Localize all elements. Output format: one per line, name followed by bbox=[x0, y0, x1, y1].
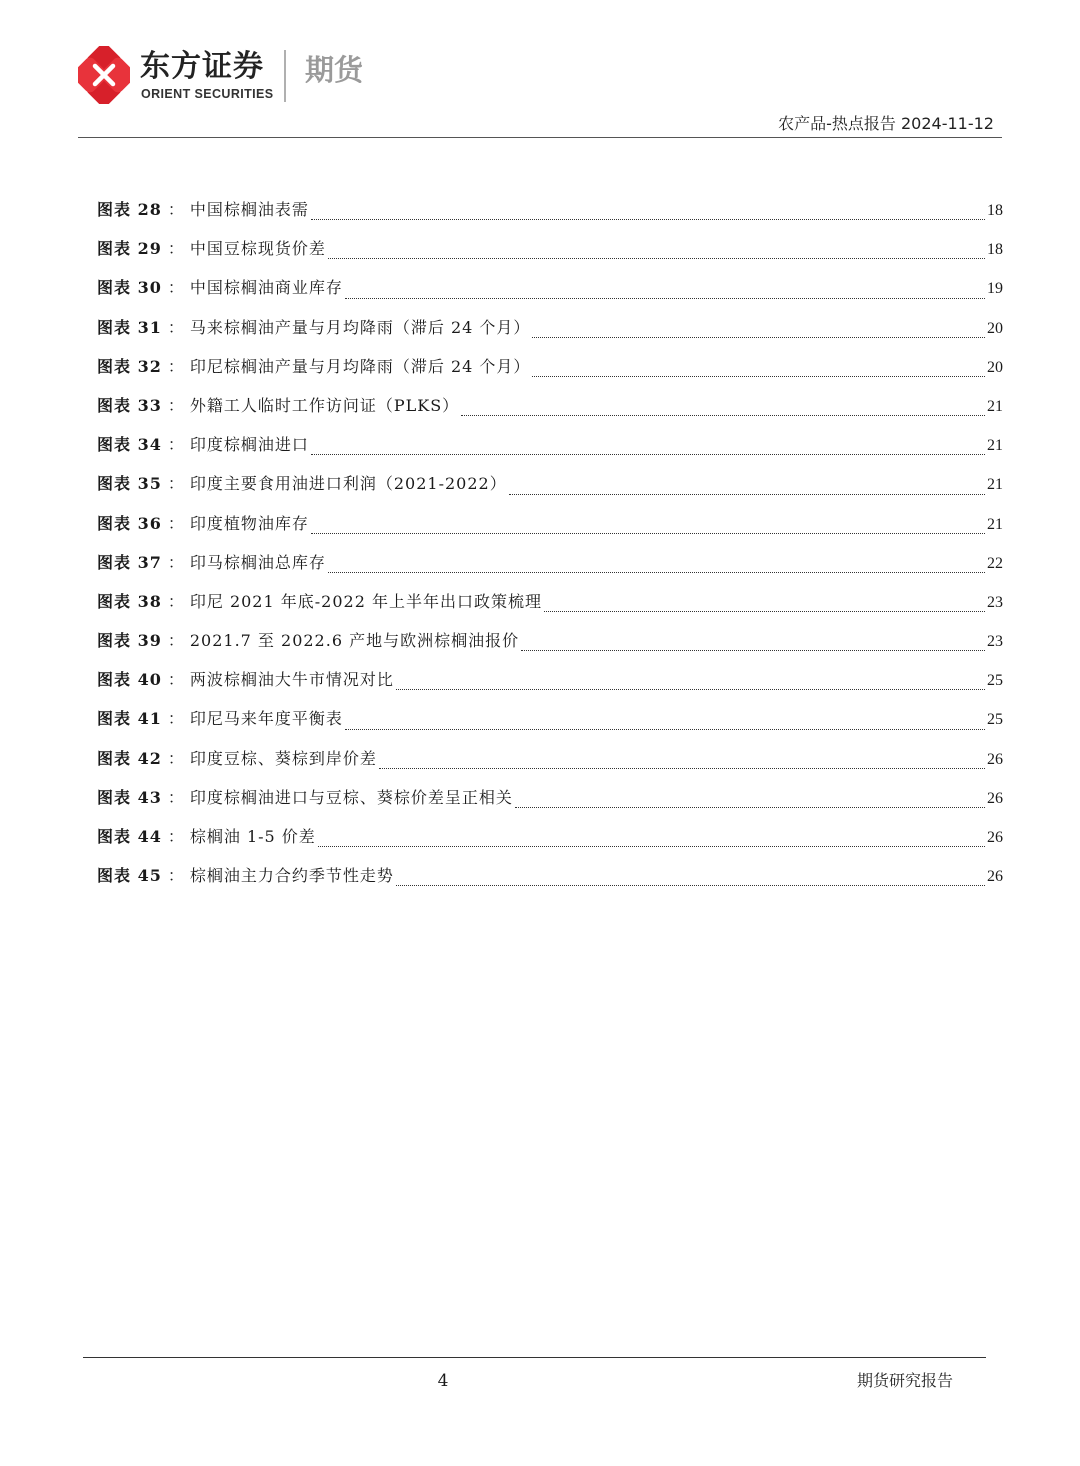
toc-dot-leader bbox=[544, 611, 985, 612]
toc-dot-leader bbox=[509, 494, 985, 495]
toc-entry[interactable] bbox=[97, 748, 1003, 787]
toc-figure-label: 图表 40 bbox=[97, 670, 162, 690]
toc-page-number: 23 bbox=[987, 593, 1003, 611]
toc-figure-label: 图表 29 bbox=[97, 239, 162, 259]
page-number: 4 bbox=[437, 1371, 449, 1391]
brand-divider bbox=[284, 50, 286, 102]
toc-entry[interactable] bbox=[97, 199, 1003, 238]
toc-dot-leader bbox=[532, 337, 985, 338]
toc-dot-leader bbox=[532, 376, 985, 377]
footer-rule bbox=[83, 1357, 986, 1358]
toc-page-number: 21 bbox=[987, 515, 1003, 533]
toc-figure-title: 印尼马来年度平衡表 bbox=[189, 709, 343, 729]
toc-entry[interactable] bbox=[97, 395, 1003, 434]
toc-entry[interactable] bbox=[97, 513, 1003, 552]
toc-separator: ： bbox=[167, 866, 184, 886]
toc-figure-title: 印度棕榈油进口与豆棕、葵棕价差呈正相关 bbox=[189, 787, 513, 807]
toc-dot-leader bbox=[379, 768, 985, 769]
toc-entry[interactable] bbox=[97, 473, 1003, 512]
toc-entry[interactable] bbox=[97, 669, 1003, 708]
toc-entry[interactable] bbox=[97, 277, 1003, 316]
orient-securities-logo-icon bbox=[78, 46, 130, 104]
toc-dot-leader bbox=[311, 454, 985, 455]
toc-figure-title: 印度植物油库存 bbox=[189, 513, 309, 533]
toc-dot-leader bbox=[396, 885, 985, 886]
toc-page-number: 26 bbox=[987, 750, 1003, 768]
toc-separator: ： bbox=[167, 435, 184, 455]
toc-figure-label: 图表 39 bbox=[97, 631, 162, 651]
toc-separator: ： bbox=[167, 827, 184, 846]
toc-entry[interactable] bbox=[97, 552, 1003, 591]
toc-dot-leader bbox=[515, 807, 985, 808]
toc-dot-leader bbox=[396, 689, 985, 690]
footer-report-type: 期货研究报告 bbox=[856, 1371, 953, 1390]
toc-figure-label: 图表 35 bbox=[97, 474, 162, 494]
toc-figure-title: 印尼 2021 年底-2022 年上半年出口政策梳理 bbox=[189, 591, 542, 611]
toc-separator: ： bbox=[167, 709, 184, 729]
toc-page-number: 18 bbox=[987, 241, 1003, 259]
toc-figure-label: 图表 45 bbox=[97, 866, 162, 886]
toc-separator: ： bbox=[167, 631, 184, 651]
toc-separator: ： bbox=[167, 278, 184, 298]
toc-figure-title: 中国棕榈油商业库存 bbox=[189, 278, 343, 298]
toc-figure-title: 印尼棕榈油产量与月均降雨（滞后 24 个月） bbox=[189, 356, 531, 376]
toc-separator: ： bbox=[167, 552, 184, 572]
toc-separator: ： bbox=[167, 513, 184, 533]
toc-separator: ： bbox=[167, 200, 184, 219]
toc-figure-label: 图表 30 bbox=[97, 278, 162, 298]
toc-separator: ： bbox=[167, 591, 184, 611]
toc-figure-title: 2021.7 至 2022.6 产地与欧洲棕榈油报价 bbox=[189, 631, 520, 651]
toc-page-number: 21 bbox=[987, 476, 1003, 494]
toc-dot-leader bbox=[311, 219, 985, 220]
toc-figure-label: 图表 38 bbox=[97, 591, 162, 611]
toc-page-number: 25 bbox=[987, 711, 1003, 729]
toc-entry[interactable] bbox=[97, 434, 1003, 473]
toc-figure-title: 印度棕榈油进口 bbox=[189, 435, 309, 455]
toc-figure-title: 马来棕榈油产量与月均降雨（滞后 24 个月） bbox=[189, 317, 531, 337]
toc-dot-leader bbox=[345, 298, 985, 299]
toc-figure-title: 棕榈油主力合约季节性走势 bbox=[189, 866, 394, 886]
toc-entry[interactable] bbox=[97, 787, 1003, 826]
toc-figure-label: 图表 43 bbox=[97, 787, 162, 807]
brand-name-en: ORIENT SECURITIES bbox=[141, 87, 274, 101]
toc-page-number: 21 bbox=[987, 397, 1003, 415]
toc-entry[interactable] bbox=[97, 238, 1003, 277]
toc-separator: ： bbox=[167, 239, 184, 259]
toc-entry[interactable] bbox=[97, 630, 1003, 669]
toc-figure-label: 图表 33 bbox=[97, 395, 162, 415]
toc-figure-label: 图表 31 bbox=[97, 317, 162, 337]
toc-page-number: 19 bbox=[987, 280, 1003, 298]
toc-figure-title: 中国豆棕现货价差 bbox=[189, 239, 326, 259]
toc-dot-leader bbox=[318, 846, 985, 847]
toc-figure-label: 图表 34 bbox=[97, 435, 162, 455]
toc-figure-label: 图表 42 bbox=[97, 748, 162, 768]
toc-dot-leader bbox=[311, 533, 985, 534]
toc-entry[interactable] bbox=[97, 356, 1003, 395]
toc-page-number: 20 bbox=[987, 358, 1003, 376]
toc-separator: ： bbox=[167, 787, 184, 807]
page-header bbox=[0, 0, 1080, 140]
toc-page-number: 26 bbox=[987, 868, 1003, 886]
toc-separator: ： bbox=[167, 356, 184, 376]
toc-entry[interactable] bbox=[97, 708, 1003, 747]
toc-separator: ： bbox=[167, 474, 184, 494]
toc-dot-leader bbox=[328, 258, 985, 259]
toc-figure-title: 印马棕榈油总库存 bbox=[189, 552, 326, 572]
toc-figure-label: 图表 37 bbox=[97, 552, 162, 572]
toc-separator: ： bbox=[167, 670, 184, 690]
toc-figure-label: 图表 28 bbox=[97, 200, 162, 219]
toc-figure-label: 图表 41 bbox=[97, 709, 162, 729]
toc-separator: ： bbox=[167, 748, 184, 768]
toc-figure-title: 印度主要食用油进口利润（2021-2022） bbox=[189, 474, 507, 494]
toc-entry[interactable] bbox=[97, 826, 1003, 865]
toc-figure-label: 图表 36 bbox=[97, 513, 162, 533]
toc-entry[interactable] bbox=[97, 591, 1003, 630]
toc-separator: ： bbox=[167, 395, 184, 415]
toc-figure-title: 中国棕榈油表需 bbox=[189, 200, 309, 219]
brand-division: 期货 bbox=[305, 53, 364, 87]
brand-name-cn: 东方证券 bbox=[140, 49, 264, 84]
toc-page-number: 22 bbox=[987, 554, 1003, 572]
toc-entry[interactable] bbox=[97, 865, 1003, 904]
toc-figure-title: 两波棕榈油大牛市情况对比 bbox=[189, 670, 394, 690]
toc-figure-label: 图表 44 bbox=[97, 827, 162, 846]
toc-dot-leader bbox=[328, 572, 985, 573]
toc-dot-leader bbox=[521, 650, 985, 651]
toc-dot-leader bbox=[461, 415, 985, 416]
toc-figure-label: 图表 32 bbox=[97, 356, 162, 376]
toc-figure-title: 棕榈油 1-5 价差 bbox=[189, 827, 316, 846]
toc-figure-title: 印度豆棕、葵棕到岸价差 bbox=[189, 748, 377, 768]
toc-entry[interactable] bbox=[97, 317, 1003, 356]
table-of-figures bbox=[97, 199, 1003, 904]
toc-page-number: 23 bbox=[987, 633, 1003, 651]
header-rule bbox=[78, 137, 1002, 138]
toc-page-number: 20 bbox=[987, 319, 1003, 337]
toc-figure-title: 外籍工人临时工作访问证（PLKS） bbox=[189, 395, 460, 415]
report-tag: 农产品-热点报告 2024-11-12 bbox=[778, 114, 994, 133]
toc-page-number: 21 bbox=[987, 437, 1003, 455]
toc-dot-leader bbox=[345, 729, 985, 730]
toc-page-number: 26 bbox=[987, 789, 1003, 807]
toc-page-number: 18 bbox=[987, 202, 1003, 219]
toc-page-number: 26 bbox=[987, 829, 1003, 846]
toc-page-number: 25 bbox=[987, 672, 1003, 690]
toc-separator: ： bbox=[167, 317, 184, 337]
